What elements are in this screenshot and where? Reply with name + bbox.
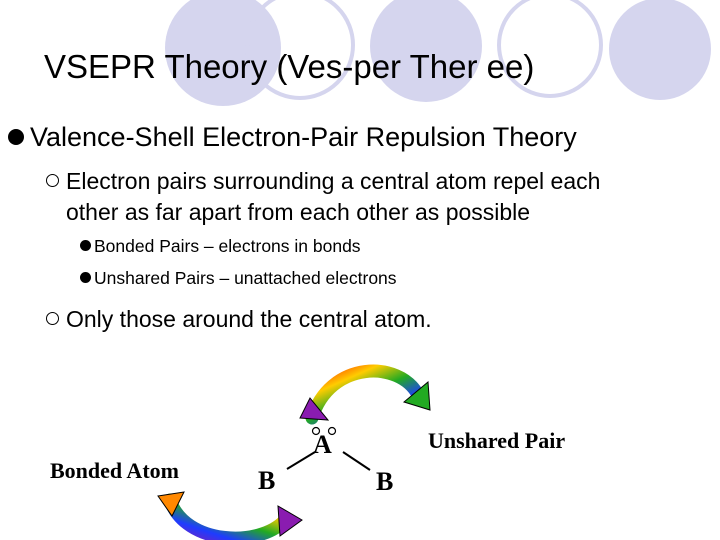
bond-right: [343, 452, 370, 470]
unshared-pair-label: Unshared Pair: [428, 428, 566, 453]
repulsion-arrow-bottom: [158, 492, 302, 538]
sub-bullet-text-line2: other as far apart from each other as possible: [66, 199, 531, 225]
sub-sub-bullet-text: Unshared Pairs – unattached electrons: [94, 268, 397, 288]
bond-left: [287, 452, 315, 469]
sub-bullet-text-line1: Electron pairs surrounding a central atom repel each: [66, 168, 601, 194]
sub-bullet-text: Only those around the central atom.: [66, 306, 432, 332]
central-atom-label: A: [313, 430, 332, 459]
repulsion-arrow-top: [300, 371, 430, 420]
main-bullet-text: Valence-Shell Electron-Pair Repulsion Theory: [30, 122, 577, 152]
right-atom-label: B: [376, 467, 394, 496]
left-atom-label: B: [258, 466, 276, 495]
slide-title: VSEPR Theory (Ves-per Ther ee): [44, 48, 535, 85]
bonded-atom-label: Bonded Atom: [50, 458, 179, 483]
sub-sub-bullet-text: Bonded Pairs – electrons in bonds: [94, 236, 361, 256]
